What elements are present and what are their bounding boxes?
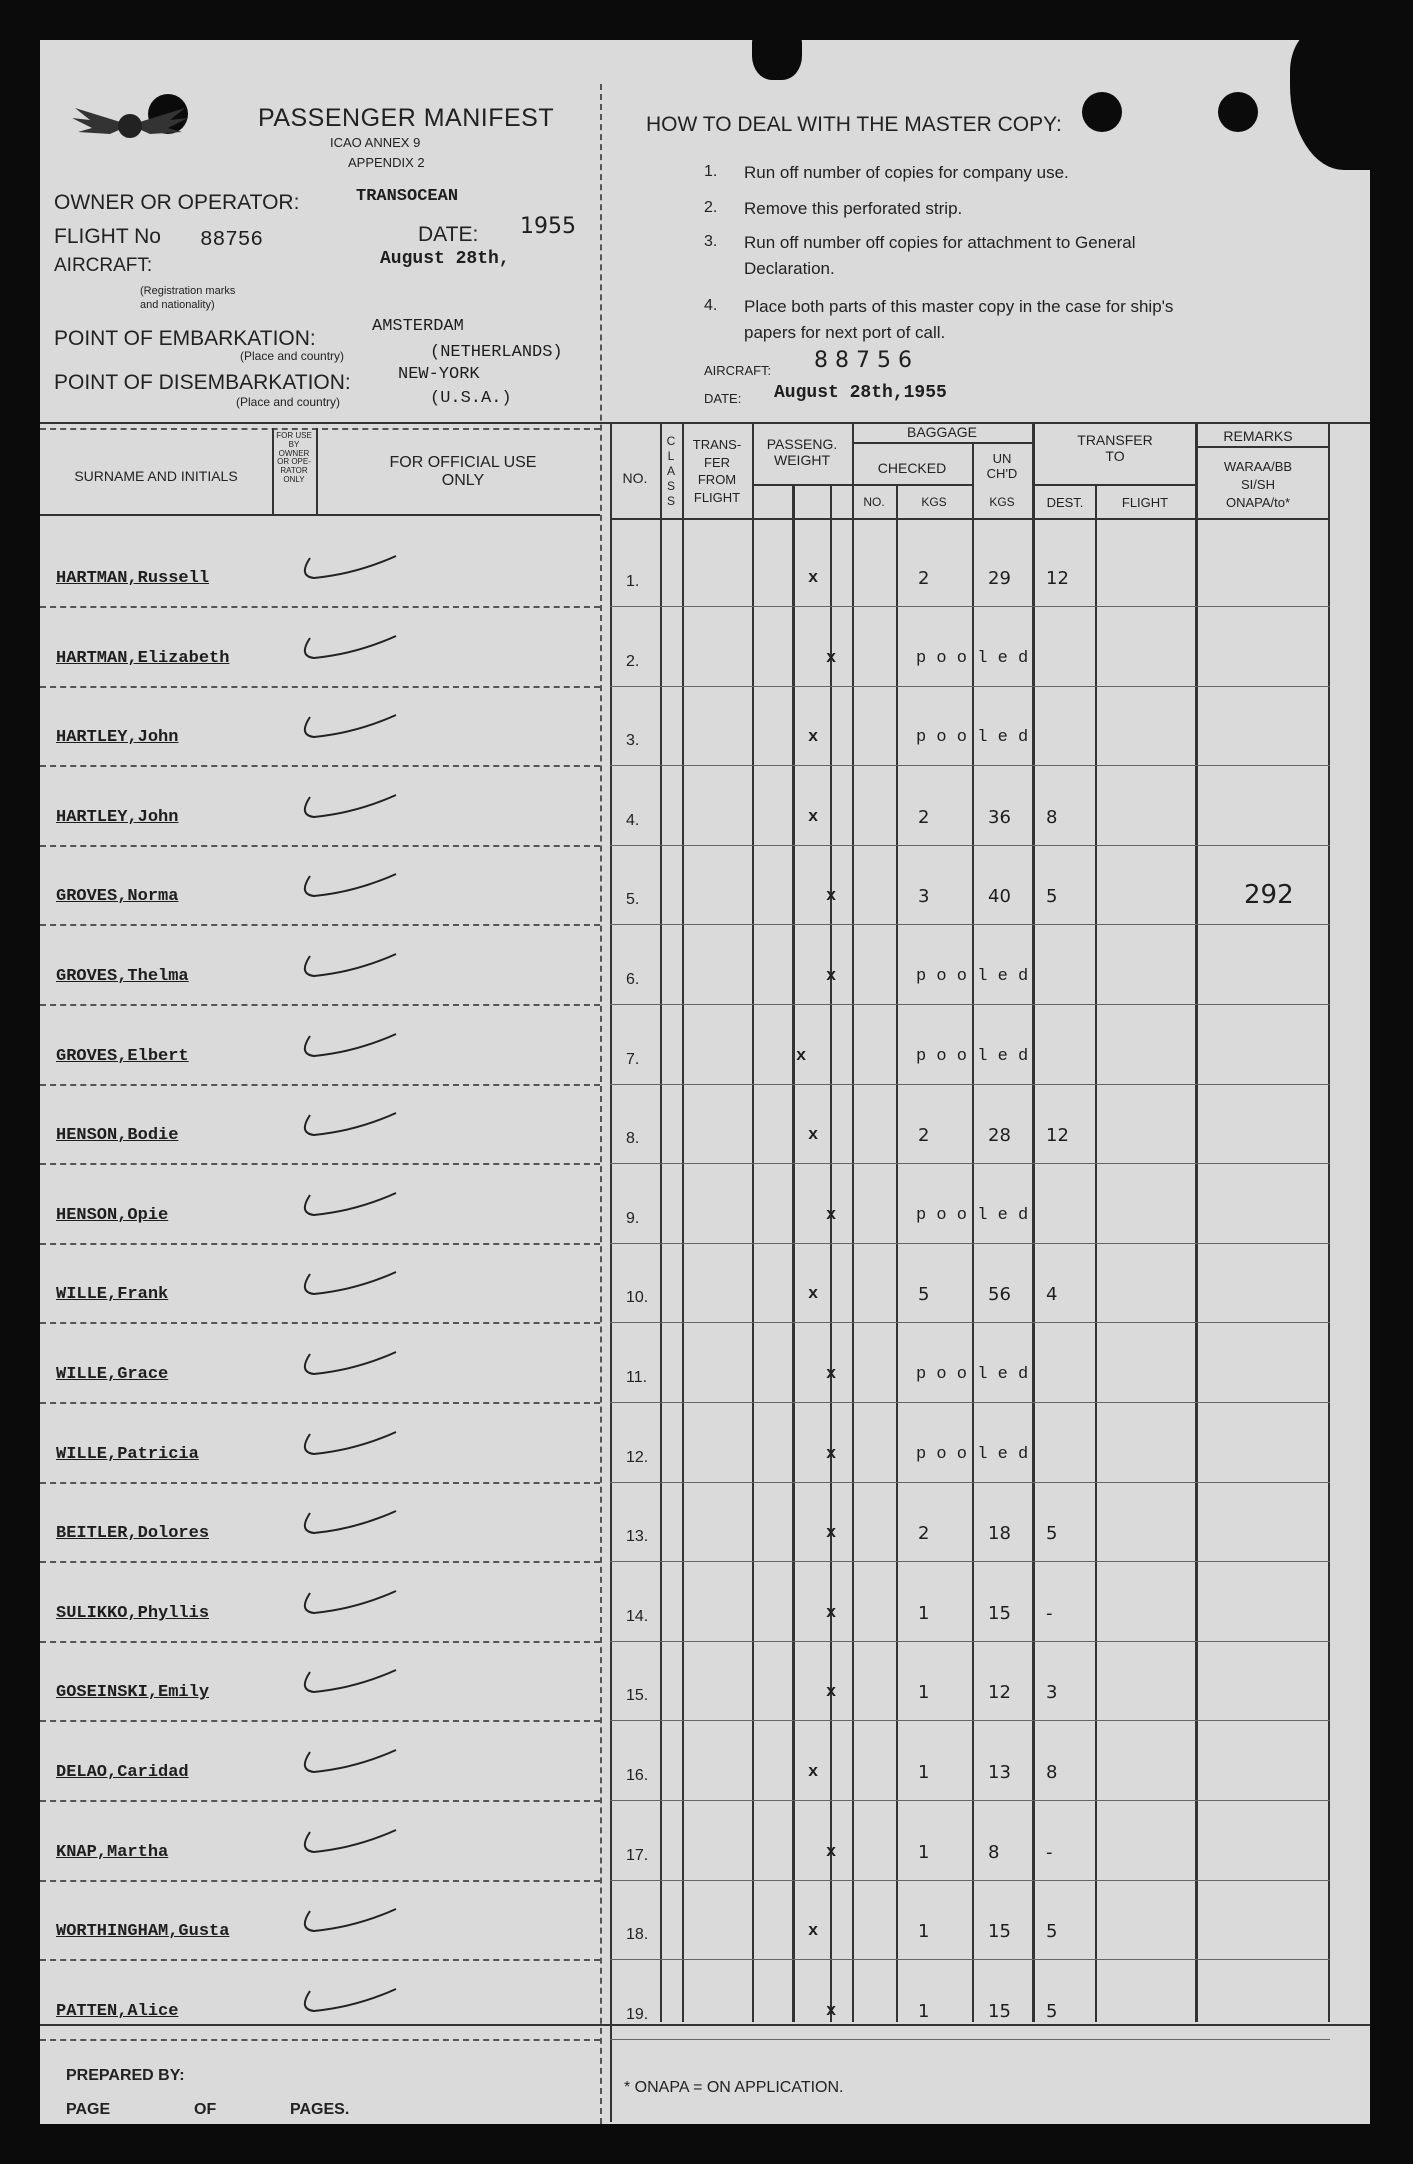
col-remarks: REMARKS [1223, 428, 1293, 444]
passenger-name: HENSON,Bodie [56, 1126, 179, 1145]
owner-label: OWNER OR OPERATOR: [54, 191, 300, 214]
check-mark-icon [296, 1109, 406, 1149]
row-rule [610, 2039, 1330, 2040]
bag-count: 1 [918, 1921, 930, 1942]
check-mark-icon [296, 552, 406, 592]
bag-kgs: 13 [988, 1762, 1011, 1783]
punch-hole [1082, 92, 1122, 132]
footer-rule [40, 2024, 1370, 2026]
row-rule [610, 1959, 1330, 1960]
passenger-name: GROVES,Elbert [56, 1047, 189, 1066]
unchecked-kgs: 8 [1046, 1762, 1058, 1783]
bag-count: 1 [918, 1842, 930, 1863]
bag-count: 2 [918, 1523, 930, 1544]
col-baggage: BAGGAGE [906, 424, 978, 440]
weight-mark: x [826, 1365, 837, 1384]
date-year: 1955 [520, 214, 576, 239]
check-mark-icon [296, 1428, 406, 1468]
date-label: DATE: [704, 391, 742, 406]
row-number: 5. [626, 891, 640, 908]
unchecked-kgs: 3 [1046, 1682, 1058, 1703]
col-divider-heavy [1032, 422, 1035, 2022]
col-divider [752, 422, 754, 2022]
row-rule [40, 1720, 600, 1722]
row-number: 12. [626, 1449, 649, 1466]
appendix: APPENDIX 2 [348, 155, 425, 170]
row-rule [610, 1641, 1330, 1642]
bag-kgs: 29 [988, 568, 1011, 589]
row-rule [610, 1800, 1330, 1801]
unchecked-kgs: 5 [1046, 1523, 1058, 1544]
weight-mark: x [826, 649, 837, 668]
embark-note: (Place and country) [240, 349, 345, 363]
prepared-by-label: PREPARED BY: [66, 2067, 185, 2084]
sub-header-rule [1035, 484, 1195, 486]
row-rule [40, 606, 600, 608]
row-rule [40, 1084, 600, 1086]
check-mark-icon [296, 1348, 406, 1388]
bag-kgs: 8 [988, 1842, 1000, 1863]
row-rule [610, 1004, 1330, 1005]
check-mark-icon [296, 1985, 406, 2025]
col-checked: CHECKED [877, 460, 947, 476]
instruction-text: Place both parts of this master copy in the case for ship's [744, 297, 1174, 316]
row-rule [40, 1243, 600, 1245]
instruction-text: Declaration. [744, 259, 835, 278]
pooled-baggage: p o o l e d [916, 1365, 1029, 1384]
flight-label: FLIGHT No [54, 225, 161, 248]
owner-value: TRANSOCEAN [356, 187, 459, 206]
passenger-name: WILLE,Frank [56, 1285, 169, 1304]
passenger-name: GOSEINSKI,Emily [56, 1683, 210, 1702]
table-right-border [1328, 422, 1330, 2022]
table-top-rule [40, 422, 1370, 424]
col-transfer-to: TRANSFER TO [1077, 432, 1153, 465]
registration-note: and nationality) [140, 299, 215, 311]
passenger-name: BEITLER,Dolores [56, 1524, 210, 1543]
passenger-name: SULIKKO,Phyllis [56, 1604, 210, 1623]
weight-mark: x [826, 1206, 837, 1225]
row-rule [40, 765, 600, 767]
weight-mark: x [808, 728, 819, 747]
row-rule [610, 1322, 1330, 1323]
row-number: 1. [626, 573, 640, 590]
row-rule [40, 1641, 600, 1643]
row-number: 18. [626, 1926, 649, 1943]
row-rule [610, 845, 1330, 846]
passenger-name: HARTLEY,John [56, 808, 179, 827]
col-divider [896, 484, 898, 2022]
col-owner-use: FOR USE BY OWNER OR OPE- RATOR ONLY [276, 431, 312, 484]
sub-header-rule [852, 442, 1032, 444]
check-mark-icon [296, 870, 406, 910]
bag-count: 2 [918, 1125, 930, 1146]
passenger-name: WILLE,Patricia [56, 1445, 199, 1464]
row-rule [40, 845, 600, 847]
col-divider-heavy [1195, 422, 1198, 2022]
weight-mark: x [808, 1285, 819, 1304]
col-class: C L A S S [666, 434, 676, 508]
header-bottom-rule [610, 518, 1330, 520]
weight-mark: x [826, 1683, 837, 1702]
passenger-name: HARTMAN,Elizabeth [56, 649, 230, 668]
passenger-name: WORTHINGHAM,Gusta [56, 1922, 230, 1941]
passenger-name: GROVES,Thelma [56, 967, 189, 986]
passenger-name: WILLE,Grace [56, 1365, 169, 1384]
pooled-baggage: p o o l e d [916, 1206, 1029, 1225]
check-mark-icon [296, 1587, 406, 1627]
weight-mark: x [808, 569, 819, 588]
col-divider [272, 428, 274, 516]
col-divider [972, 442, 974, 2022]
bag-count: 2 [918, 568, 930, 589]
passenger-name: DELAO,Caridad [56, 1763, 189, 1782]
bag-count: 1 [918, 1762, 930, 1783]
aircraft-value: 8 8 7 5 6 [814, 348, 912, 373]
bag-kgs: 36 [988, 807, 1011, 828]
torn-edge [752, 40, 802, 80]
passenger-name: HARTLEY,John [56, 728, 179, 747]
of-label: OF [194, 2101, 217, 2118]
torn-edge [1290, 40, 1370, 170]
row-rule [610, 1402, 1330, 1403]
perforation-line [600, 84, 602, 2124]
bag-kgs: 15 [988, 1921, 1011, 1942]
col-passeng-weight: PASSENG. WEIGHT [766, 436, 838, 469]
pooled-baggage: p o o l e d [916, 967, 1029, 986]
col-divider [830, 484, 832, 2022]
row-rule [40, 1561, 600, 1563]
col-unchd-kgs: KGS [989, 495, 1015, 509]
col-official: FOR OFFICIAL USE ONLY [389, 454, 537, 490]
row-number: 14. [626, 1608, 649, 1625]
punch-hole [1218, 92, 1258, 132]
embark-city: AMSTERDAM [372, 317, 464, 336]
disembark-note: (Place and country) [236, 395, 341, 409]
row-rule [610, 1243, 1330, 1244]
date-label: DATE: [418, 223, 479, 246]
disembark-city: NEW-YORK [398, 365, 480, 384]
check-mark-icon [296, 1189, 406, 1229]
col-divider [1095, 484, 1097, 2022]
row-rule [40, 1163, 600, 1165]
row-rule [40, 1482, 600, 1484]
col-divider-heavy [792, 484, 795, 2022]
instructions-title: HOW TO DEAL WITH THE MASTER COPY: [646, 113, 1062, 136]
bag-count: 1 [918, 2001, 930, 2022]
col-remarks-sub: WARAA/BB SI/SH ONAPA/to* [1223, 459, 1293, 511]
check-mark-icon [296, 1826, 406, 1866]
pooled-baggage: p o o l e d [916, 649, 1029, 668]
col-dest: DEST. [1046, 495, 1084, 510]
manifest-title: PASSENGER MANIFEST [258, 104, 555, 132]
bag-kgs: 56 [988, 1284, 1011, 1305]
bag-kgs: 28 [988, 1125, 1011, 1146]
col-divider [682, 422, 684, 2022]
row-rule [610, 1084, 1330, 1085]
row-rule [610, 765, 1330, 766]
date-value: August 28th, [380, 249, 510, 269]
row-number: 2. [626, 653, 640, 670]
instruction-num: 2. [704, 199, 718, 216]
unchecked-kgs: 5 [1046, 2001, 1058, 2022]
table-top-rule-left [40, 428, 600, 430]
row-rule [40, 1959, 600, 1961]
row-number: 8. [626, 1130, 640, 1147]
bag-kgs: 15 [988, 1603, 1011, 1624]
row-number: 9. [626, 1210, 640, 1227]
instruction-num: 4. [704, 297, 718, 314]
row-rule [610, 1482, 1330, 1483]
row-rule [40, 1402, 600, 1404]
pooled-baggage: p o o l e d [916, 728, 1029, 747]
col-no: NO. [622, 470, 648, 486]
bag-kgs: 15 [988, 2001, 1011, 2022]
disembark-country: (U.S.A.) [430, 389, 512, 408]
table-left-border [610, 422, 612, 2122]
registration-note: (Registration marks [140, 285, 236, 297]
row-number: 11. [626, 1369, 648, 1386]
embark-country: (NETHERLANDS) [430, 343, 563, 362]
row-rule [610, 606, 1330, 607]
row-rule [40, 2039, 600, 2041]
check-mark-icon [296, 1905, 406, 1945]
flight-value: 88756 [200, 229, 264, 252]
page-label: PAGE [66, 2101, 111, 2118]
row-number: 10. [626, 1289, 649, 1306]
col-bag-no: NO. [863, 495, 885, 509]
aircraft-label: AIRCRAFT: [54, 255, 153, 276]
weight-mark: x [808, 1126, 819, 1145]
col-divider [660, 422, 662, 2022]
bag-kgs: 12 [988, 1682, 1011, 1703]
row-number: 7. [626, 1051, 640, 1068]
weight-mark: x [826, 967, 837, 986]
aircraft-label: AIRCRAFT: [704, 363, 772, 378]
bag-count: 5 [918, 1284, 930, 1305]
unchecked-kgs: 4 [1046, 1284, 1058, 1305]
passenger-name: KNAP,Martha [56, 1843, 169, 1862]
bag-count: 2 [918, 807, 930, 828]
weight-mark: x [826, 2002, 837, 2021]
check-mark-icon [296, 1030, 406, 1070]
header-bottom-rule [40, 514, 600, 516]
check-mark-icon [296, 950, 406, 990]
col-transfer-from: TRANS- FER FROM FLIGHT [692, 437, 742, 505]
unchecked-kgs: 12 [1046, 568, 1069, 589]
check-mark-icon [296, 632, 406, 672]
instruction-num: 1. [704, 163, 718, 180]
onapa-note: * ONAPA = ON APPLICATION. [624, 2079, 844, 2096]
pooled-baggage: p o o l e d [916, 1445, 1029, 1464]
row-rule [610, 924, 1330, 925]
row-rule [40, 1800, 600, 1802]
weight-mark: x [826, 1445, 837, 1464]
passenger-name: HARTMAN,Russell [56, 569, 210, 588]
unchecked-kgs: 5 [1046, 1921, 1058, 1942]
unchecked-kgs: 8 [1046, 807, 1058, 828]
row-rule [40, 686, 600, 688]
row-rule [40, 1880, 600, 1882]
row-rule [610, 1561, 1330, 1562]
col-divider [316, 428, 318, 516]
bag-count: 1 [918, 1603, 930, 1624]
weight-mark: x [808, 1763, 819, 1782]
bag-kgs: 40 [988, 886, 1011, 907]
passenger-name: GROVES,Norma [56, 887, 179, 906]
row-rule [40, 924, 600, 926]
check-mark-icon [296, 1268, 406, 1308]
check-mark-icon [296, 1746, 406, 1786]
weight-mark: x [826, 887, 837, 906]
bag-count: 1 [918, 1682, 930, 1703]
instruction-text: Run off number off copies for attachment to General [744, 233, 1136, 252]
bag-kgs: 18 [988, 1523, 1011, 1544]
sub-header-rule [1198, 446, 1328, 448]
unchecked-kgs: 5 [1046, 886, 1058, 907]
row-number: 4. [626, 812, 640, 829]
row-rule [610, 1880, 1330, 1881]
row-number: 16. [626, 1767, 649, 1784]
weight-mark: x [826, 1604, 837, 1623]
row-number: 6. [626, 971, 640, 988]
weight-mark: x [808, 808, 819, 827]
unchecked-kgs: - [1046, 1603, 1053, 1624]
weight-mark: x [796, 1047, 807, 1066]
winged-logo-icon [70, 100, 190, 150]
row-number: 19. [626, 2006, 649, 2023]
check-mark-icon [296, 1507, 406, 1547]
passenger-name: PATTEN,Alice [56, 2002, 179, 2021]
row-rule [610, 1720, 1330, 1721]
col-bag-kgs: KGS [921, 495, 947, 509]
remark: 292 [1244, 880, 1294, 910]
col-unchd: UN CH'D [986, 451, 1018, 481]
row-rule [40, 1004, 600, 1006]
weight-mark: x [826, 1524, 837, 1543]
unchecked-kgs: 12 [1046, 1125, 1069, 1146]
row-rule [610, 1163, 1330, 1164]
col-surname: SURNAME AND INITIALS [74, 468, 238, 484]
check-mark-icon [296, 1666, 406, 1706]
row-number: 13. [626, 1528, 649, 1545]
row-number: 17. [626, 1847, 649, 1864]
row-number: 3. [626, 732, 640, 749]
col-flight: FLIGHT [1121, 495, 1169, 510]
disembark-label: POINT OF DISEMBARKATION: [54, 371, 351, 394]
instruction-text: papers for next port of call. [744, 323, 946, 342]
sub-header-rule [852, 484, 972, 486]
check-mark-icon [296, 711, 406, 751]
instruction-text: Run off number of copies for company use. [744, 163, 1069, 182]
pages-label: PAGES. [290, 2101, 350, 2118]
icao-annex: ICAO ANNEX 9 [330, 135, 421, 150]
manifest-sheet [40, 40, 1370, 2124]
row-rule [610, 686, 1330, 687]
instruction-text: Remove this perforated strip. [744, 199, 963, 218]
bag-count: 3 [918, 886, 930, 907]
passenger-name: HENSON,Opie [56, 1206, 169, 1225]
pooled-baggage: p o o l e d [916, 1047, 1029, 1066]
date-value: August 28th,1955 [774, 383, 947, 403]
unchecked-kgs: - [1046, 1842, 1053, 1863]
row-number: 15. [626, 1687, 649, 1704]
row-rule [40, 1322, 600, 1324]
col-divider [852, 422, 854, 2022]
check-mark-icon [296, 791, 406, 831]
sub-header-rule [752, 484, 852, 486]
weight-mark: x [826, 1843, 837, 1862]
embark-label: POINT OF EMBARKATION: [54, 327, 316, 350]
instruction-num: 3. [704, 233, 718, 250]
weight-mark: x [808, 1922, 819, 1941]
